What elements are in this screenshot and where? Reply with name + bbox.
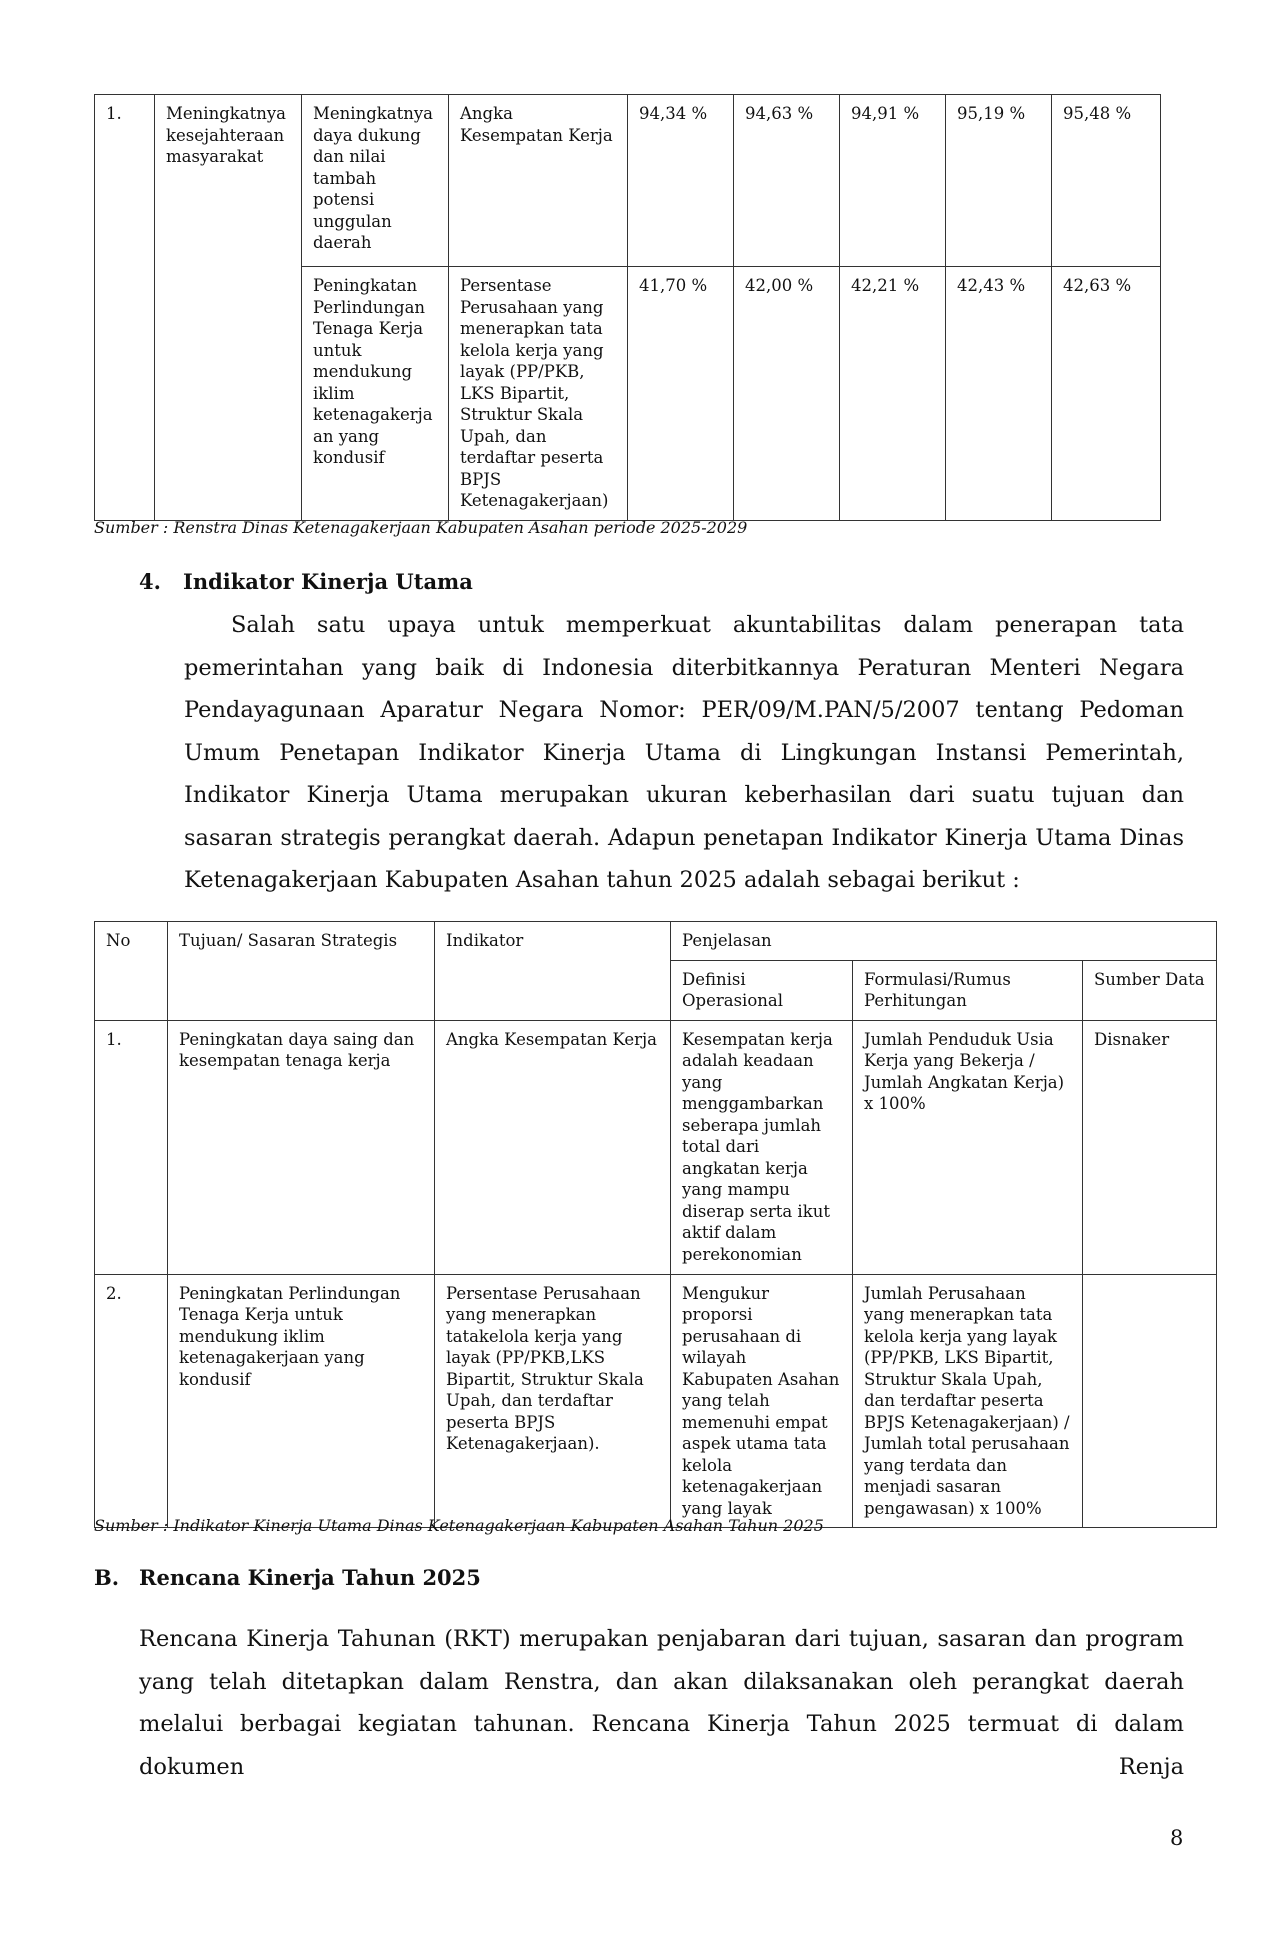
row-number: 1. <box>95 95 155 521</box>
target-value-cell: 41,70 % <box>628 267 734 521</box>
table1-source-note: Sumber : Renstra Dinas Ketenagakerjaan Kabupaten Asahan periode 2025-2029 <box>94 518 748 537</box>
table-row <box>95 95 1161 267</box>
sasaran-cell: Peningkatan Perlindungan Tenaga Kerja untuk mendukung iklim ketenagakerja an yang kondusif <box>302 267 449 521</box>
target-value-cell: 42,00 % <box>734 267 840 521</box>
sumber-cell <box>1083 1274 1217 1528</box>
paragraph-text: Salah satu upaya untuk memperkuat akuntabilitas dalam penerapan tata pemerintahan yang baik di Indonesia diterbitkannya Peraturan Menteri Negara Pendayagunaan Aparatur Negara Nomor: PER/09/M.PAN/5/2007 tentang Pedoman Umum Penetapan Indikator Kinerja Utama di Lingkungan Instansi Pemerintah, Indikator Kinerja Utama merupakan ukuran keberhasilan dari suatu tujuan dan sasaran strategis perangkat daerah. Adapun penetapan Indikator Kinerja Utama Dinas Ketenagakerjaan Kabupaten Asahan tahun 2025 adalah sebagai berikut : <box>184 612 1184 893</box>
header-no: No <box>95 922 168 1021</box>
table-row <box>95 1020 1217 1274</box>
row-number: 1. <box>95 1020 168 1274</box>
formulasi-cell: Jumlah Penduduk Usia Kerja yang Bekerja / Jumlah Angkatan Kerja) x 100% <box>853 1020 1083 1274</box>
section-4-title: Indikator Kinerja Utama <box>183 569 473 594</box>
header-penjelasan: Penjelasan <box>671 922 1217 961</box>
section-b-title: Rencana Kinerja Tahun 2025 <box>139 1565 481 1590</box>
target-value-cell: 42,63 % <box>1052 267 1161 521</box>
sasaran-cell: Meningkatnya daya dukung dan nilai tambah potensi unggulan daerah <box>302 95 449 267</box>
header-sumber: Sumber Data <box>1083 960 1217 1020</box>
definisi-cell: Mengukur proporsi perusahaan di wilayah Kabupaten Asahan yang telah memenuhi empat aspek utama tata kelola ketenagakerjaan yang layak <box>671 1274 853 1528</box>
indikator-cell: Angka Kesempatan Kerja <box>449 95 628 267</box>
target-value-cell: 42,43 % <box>946 267 1052 521</box>
header-indikator: Indikator <box>435 922 671 1021</box>
sumber-cell: Disnaker <box>1083 1020 1217 1274</box>
section-4-number: 4. <box>139 569 161 594</box>
paragraph-text: Rencana Kinerja Tahunan (RKT) merupakan penjabaran dari tujuan, sasaran dan program yang telah ditetapkan dalam Renstra, dan akan dilaksanakan oleh perangkat daerah melalui berbagai kegiatan tahunan. Rencana Kinerja Tahun 2025 termuat di dalam dokumen Renja <box>139 1626 1184 1780</box>
target-value-cell: 94,34 % <box>628 95 734 267</box>
definisi-cell: Kesempatan kerja adalah keadaan yang menggambarkan seberapa jumlah total dari angkatan kerja yang mampu diserap serta ikut aktif dalam perekonomian <box>671 1020 853 1274</box>
renstra-target-table <box>94 94 1161 521</box>
indikator-cell: Persentase Perusahaan yang menerapkan tatakelola kerja yang layak (PP/PKB,LKS Bipartit, Struktur Skala Upah, dan terdaftar peserta BPJS Ketenagakerjaan). <box>435 1274 671 1528</box>
target-value-cell: 95,48 % <box>1052 95 1161 267</box>
indikator-cell: Persentase Perusahaan yang menerapkan tata kelola kerja yang layak (PP/PKB, LKS Bipartit, Struktur Skala Upah, dan terdaftar peserta BPJS Ketenagakerjaan) <box>449 267 628 521</box>
target-value-cell: 95,19 % <box>946 95 1052 267</box>
table2-source-note: Sumber : Indikator Kinerja Utama Dinas Ketenagakerjaan Kabupaten Asahan Tahun 2025 <box>94 1516 824 1535</box>
tujuan-cell: Peningkatan Perlindungan Tenaga Kerja untuk mendukung iklim ketenagakerjaan yang kondusif <box>168 1274 435 1528</box>
formulasi-cell: Jumlah Perusahaan yang menerapkan tata kelola kerja yang layak (PP/PKB, LKS Bipartit, Struktur Skala Upah, dan terdaftar peserta BPJS Ketenagakerjaan) / Jumlah total perusahaan yang terdata dan menjadi sasaran pengawasan) x 100% <box>853 1274 1083 1528</box>
row-number: 2. <box>95 1274 168 1528</box>
tujuan-cell: Meningkatnya kesejahteraan masyarakat <box>155 95 302 521</box>
iku-table <box>94 921 1217 1528</box>
page-number: 8 <box>1170 1826 1184 1850</box>
header-definisi: Definisi Operasional <box>671 960 853 1020</box>
table-row <box>95 1274 1217 1528</box>
section-b-paragraph <box>139 1618 1184 1788</box>
section-b-letter: B. <box>94 1565 120 1590</box>
header-tujuan: Tujuan/ Sasaran Strategis <box>168 922 435 1021</box>
tujuan-cell: Peningkatan daya saing dan kesempatan tenaga kerja <box>168 1020 435 1274</box>
indikator-cell: Angka Kesempatan Kerja <box>435 1020 671 1274</box>
table-header-row <box>95 922 1217 961</box>
section-4-paragraph <box>184 604 1184 902</box>
target-value-cell: 42,21 % <box>840 267 946 521</box>
target-value-cell: 94,63 % <box>734 95 840 267</box>
target-value-cell: 94,91 % <box>840 95 946 267</box>
header-formulasi: Formulasi/Rumus Perhitungan <box>853 960 1083 1020</box>
